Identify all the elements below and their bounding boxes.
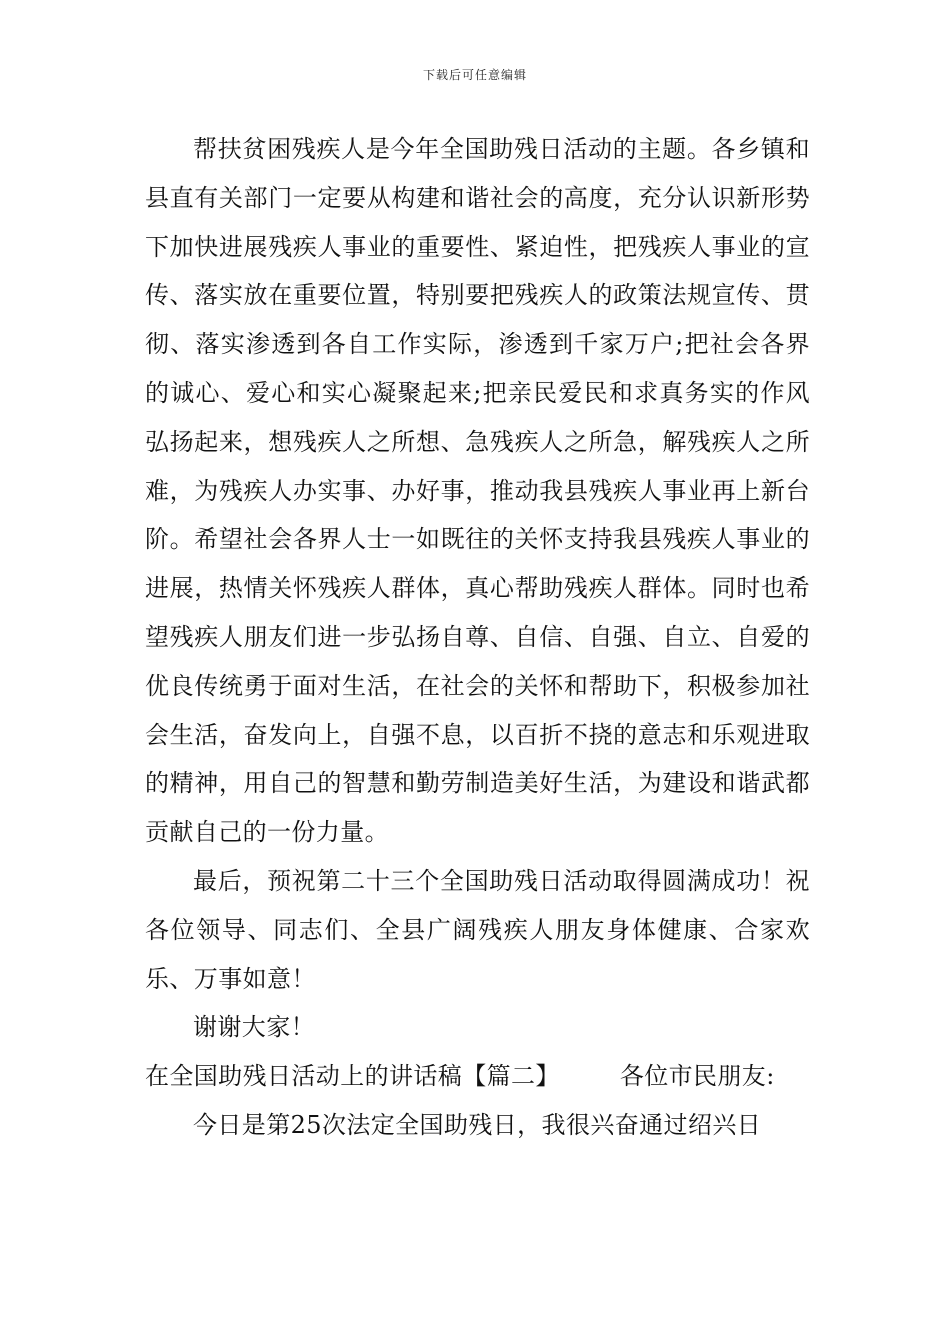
document-body xyxy=(145,125,810,1150)
paragraph-closing-wishes: 最后，预祝第二十三个全国助残日活动取得圆满成功！祝各位领导、同志们、全县广阔残疾人朋友身体健康、合家欢乐、万事如意！ xyxy=(145,866,810,993)
section-heading xyxy=(145,1052,810,1101)
paragraph-thanks: 谢谢大家！ xyxy=(193,1013,315,1042)
section-title: 在全国助残日活动上的讲话稿【篇二】 xyxy=(145,1062,560,1091)
paragraph-intro: 今日是第25次法定全国助残日，我很兴奋通过绍兴日 xyxy=(193,1110,762,1139)
page-header: 下载后可任意编辑 xyxy=(422,68,527,82)
section-greeting: 各位市民朋友: xyxy=(619,1062,775,1091)
paragraph-theme: 帮扶贫困残疾人是今年全国助残日活动的主题。各乡镇和县直有关部门一定要从构建和谐社会的高度，充分认识新形势下加快进展残疾人事业的重要性、紧迫性，把残疾人事业的宣传、落实放在重要位置，特别要把残疾人的政策法规宣传、贯彻、落实渗透到各自工作实际，渗透到千家万户;把社会各界的诚心、爱心和实心凝聚起来;把亲民爱民和求真务实的作风弘扬起来，想残疾人之所想、急残疾人之所急，解残疾人之所难，为残疾人办实事、办好事，推动我县残疾人事业再上新台阶。希望社会各界人士一如既往的关怀支持我县残疾人事业的进展，热情关怀残疾人群体，真心帮助残疾人群体。同时也希望残疾人朋友们进一步弘扬自尊、自信、自强、自立、自爱的优良传统勇于面对生活，在社会的关怀和帮助下，积极参加社会生活，奋发向上，自强不息，以百折不挠的意志和乐观进取的精神，用自己的智慧和勤劳制造美好生活，为建设和谐武都贡献自己的一份力量。 xyxy=(145,135,810,847)
